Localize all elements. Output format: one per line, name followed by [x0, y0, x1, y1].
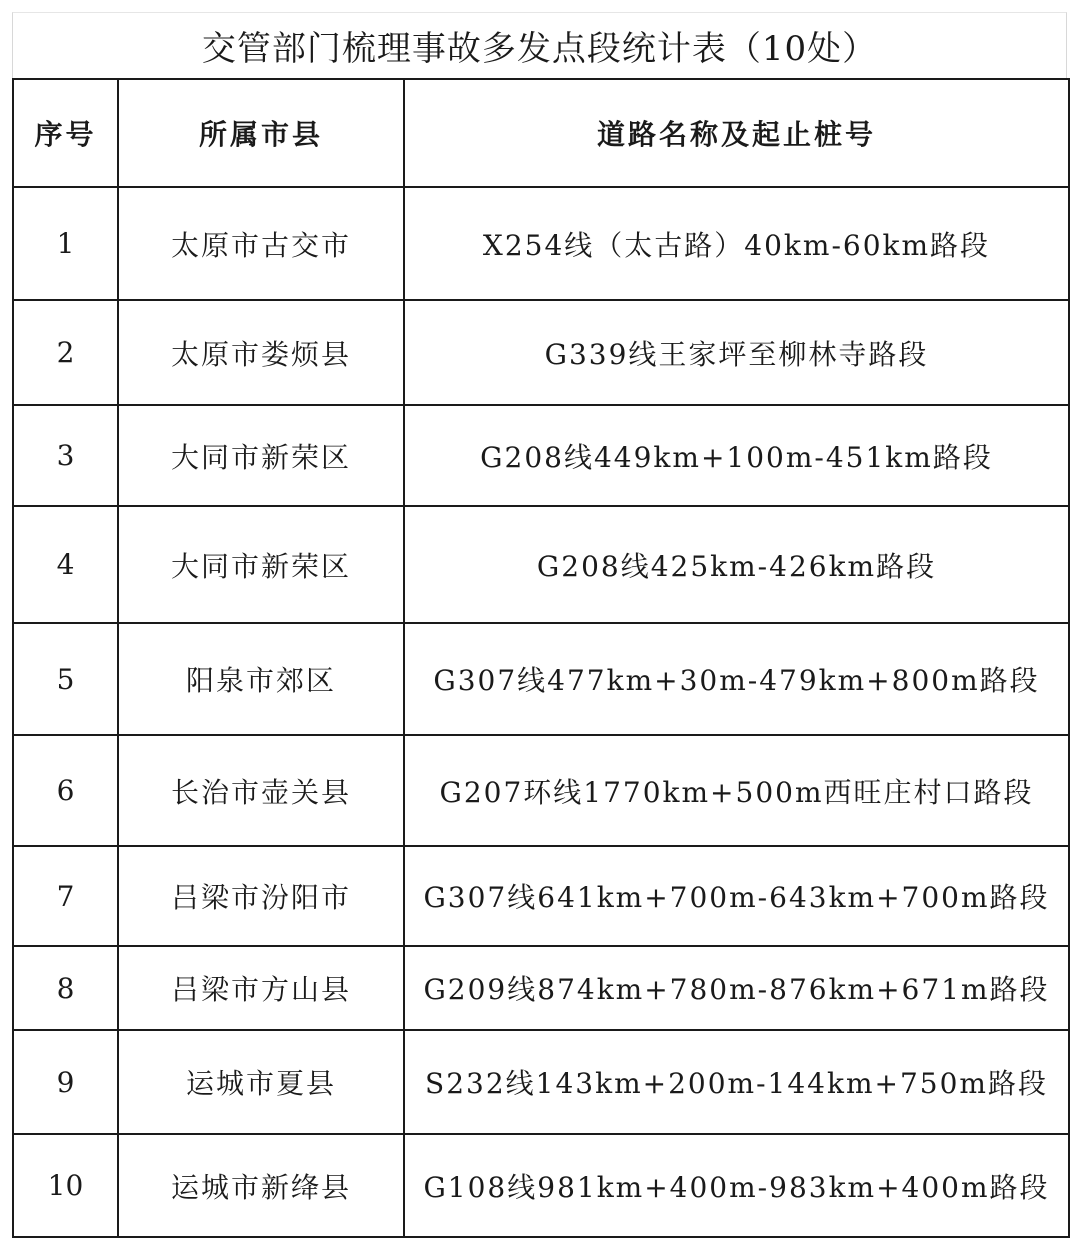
cell-road: G208线425km-426km路段 — [404, 506, 1069, 623]
cell-seq: 2 — [13, 300, 118, 405]
cell-seq: 4 — [13, 506, 118, 623]
cell-county: 太原市古交市 — [118, 187, 404, 300]
cell-seq: 3 — [13, 405, 118, 506]
cell-road: G207环线1770km+500m西旺庄村口路段 — [404, 735, 1069, 846]
table-row — [13, 405, 1069, 506]
table-row — [13, 946, 1069, 1030]
cell-road: S232线143km+200m-144km+750m路段 — [404, 1030, 1069, 1134]
table-row — [13, 846, 1069, 946]
cell-road: G307线477km+30m-479km+800m路段 — [404, 623, 1069, 735]
cell-county: 运城市夏县 — [118, 1030, 404, 1134]
cell-road: G307线641km+700m-643km+700m路段 — [404, 846, 1069, 946]
cell-county: 长治市壶关县 — [118, 735, 404, 846]
cell-seq: 10 — [13, 1134, 118, 1237]
cell-county: 吕梁市汾阳市 — [118, 846, 404, 946]
table-row — [13, 187, 1069, 300]
table-row — [13, 506, 1069, 623]
table-header-row — [13, 79, 1069, 187]
table-title-box — [12, 12, 1067, 78]
cell-road: G208线449km+100m-451km路段 — [404, 405, 1069, 506]
cell-county: 吕梁市方山县 — [118, 946, 404, 1030]
cell-road: X254线（太古路）40km-60km路段 — [404, 187, 1069, 300]
cell-county: 大同市新荣区 — [118, 506, 404, 623]
cell-seq: 5 — [13, 623, 118, 735]
table-row — [13, 1030, 1069, 1134]
cell-seq: 6 — [13, 735, 118, 846]
accident-points-table — [12, 78, 1070, 1238]
cell-seq: 1 — [13, 187, 118, 300]
cell-county: 太原市娄烦县 — [118, 300, 404, 405]
table-row — [13, 623, 1069, 735]
header-seq: 序号 — [13, 79, 118, 187]
table-row — [13, 1134, 1069, 1237]
cell-county: 大同市新荣区 — [118, 405, 404, 506]
table-row — [13, 300, 1069, 405]
header-county: 所属市县 — [118, 79, 404, 187]
cell-seq: 7 — [13, 846, 118, 946]
cell-road: G209线874km+780m-876km+671m路段 — [404, 946, 1069, 1030]
table-row — [13, 735, 1069, 846]
page-title: 交管部门梳理事故多发点段统计表（10处） — [201, 29, 878, 69]
header-road: 道路名称及起止桩号 — [404, 79, 1069, 187]
cell-seq: 9 — [13, 1030, 118, 1134]
cell-road: G339线王家坪至柳林寺路段 — [404, 300, 1069, 405]
cell-county: 阳泉市郊区 — [118, 623, 404, 735]
cell-seq: 8 — [13, 946, 118, 1030]
cell-road: G108线981km+400m-983km+400m路段 — [404, 1134, 1069, 1237]
cell-county: 运城市新绛县 — [118, 1134, 404, 1237]
